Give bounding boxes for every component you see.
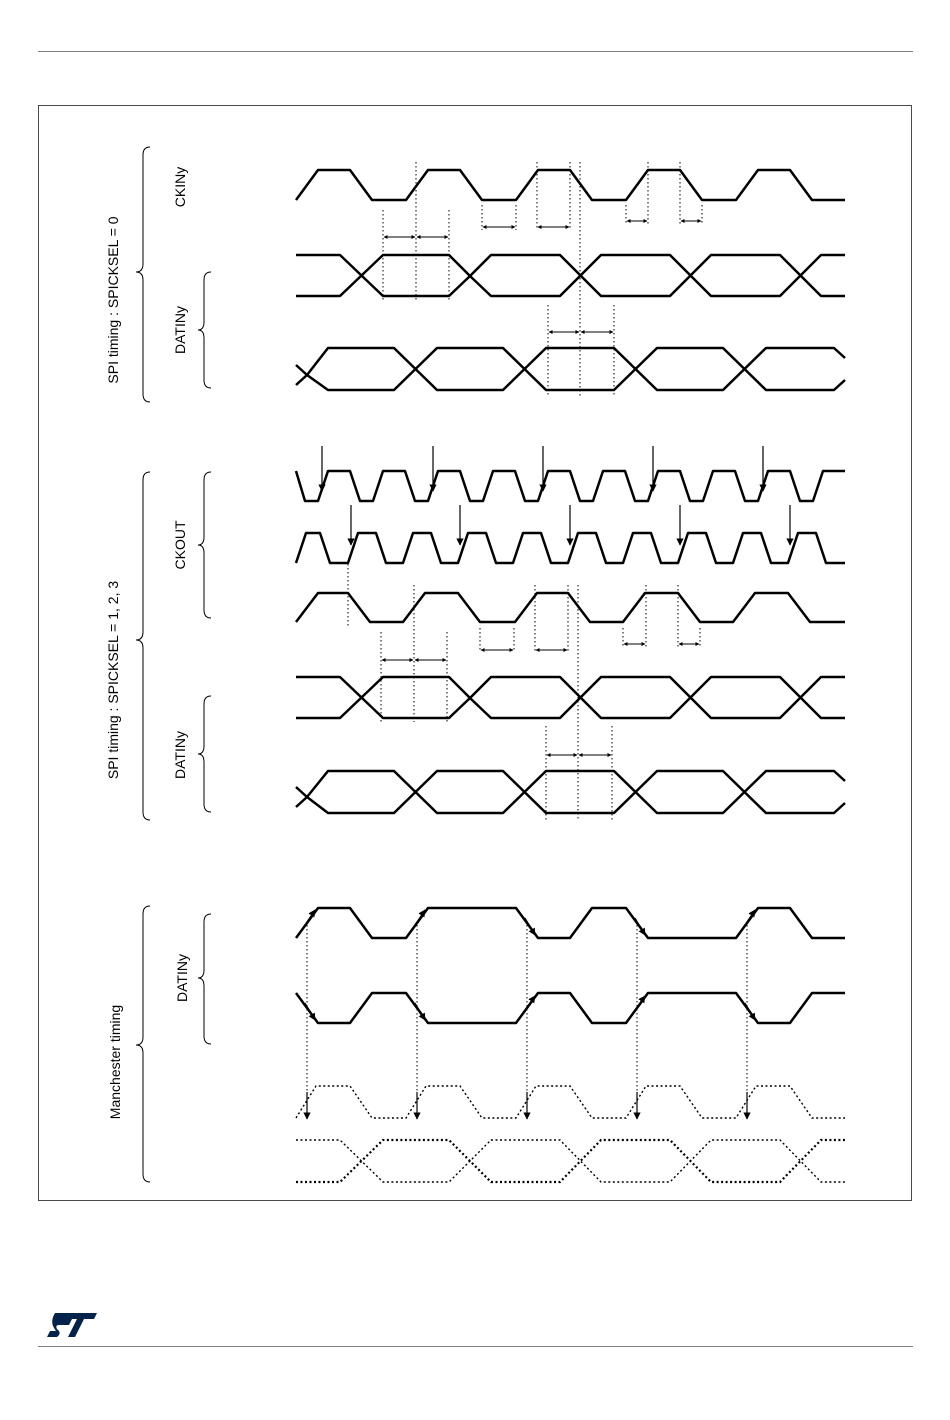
waveform-datin-spi123-d xyxy=(296,771,845,813)
brace-datin-spi123 xyxy=(198,696,211,812)
st-logo-icon xyxy=(45,1311,99,1339)
edge-arrow xyxy=(633,996,645,1013)
waveform-spi123-clock xyxy=(296,593,845,622)
signal-label-datin-spi0: DATINy xyxy=(172,306,188,354)
edge-arrow xyxy=(413,910,425,928)
brace-datin-spi0 xyxy=(198,272,211,388)
waveform-manchester-b xyxy=(296,993,845,1023)
edge-arrow xyxy=(523,996,535,1013)
brace-spi123 xyxy=(136,472,150,820)
section-label-spi0: SPI timing : SPICKSEL = 0 xyxy=(105,216,121,384)
signal-label-ckout: CKOUT xyxy=(172,520,188,570)
edge-arrow xyxy=(303,910,315,928)
brace-manchester xyxy=(136,906,150,1182)
footer-rule xyxy=(38,1346,913,1347)
waveform-datin-spi0-c xyxy=(296,348,845,390)
waveform-datin-spi0-d xyxy=(296,348,845,390)
waveform-recovered-clock xyxy=(296,1086,845,1118)
waveform-recovered-data-a xyxy=(296,1140,845,1182)
waveform-datin-spi123-c xyxy=(296,771,845,813)
signal-label-datin-manchester: DATINy xyxy=(174,954,190,1002)
brace-spi0 xyxy=(136,147,150,402)
section-label-spi123: SPI timing : SPICKSEL = 1, 2, 3 xyxy=(105,580,121,780)
edge-arrow xyxy=(743,910,755,928)
brace-datin-manchester xyxy=(198,914,211,1044)
waveform-recovered-data-b xyxy=(296,1140,845,1182)
signal-label-ckin: CKINy xyxy=(172,166,188,208)
waveform-manchester-a xyxy=(296,908,845,938)
signal-label-datin-spi123: DATINy xyxy=(172,731,188,779)
brace-ckout xyxy=(198,472,211,618)
section-label-manchester: Manchester timing xyxy=(107,1004,123,1120)
